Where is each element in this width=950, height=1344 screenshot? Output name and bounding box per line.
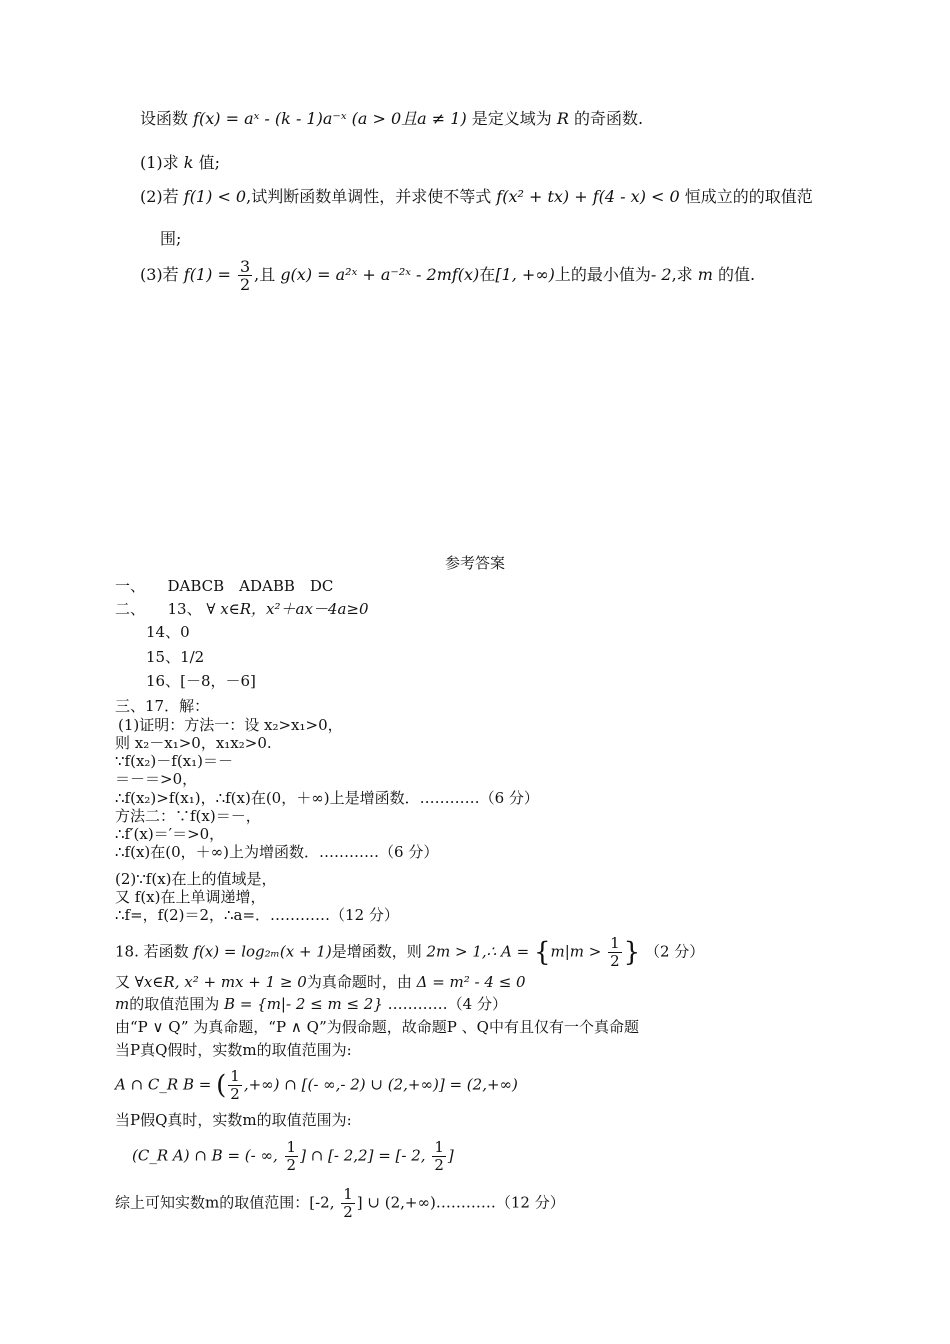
intro-suffix: 的奇函数. xyxy=(574,109,644,128)
q1-var: k xyxy=(183,153,194,172)
answer-17-line-10: 又 f(x)在上单调递增， xyxy=(115,888,266,906)
answer-18-line-8 xyxy=(132,1139,454,1174)
answer-17-line-8: ∴f(x)在(0，＋∞)上为增函数．…………（6 分） xyxy=(115,843,439,861)
a18-half-num: 1 xyxy=(610,934,620,952)
a18-9-num: 1 xyxy=(343,1185,353,1203)
answer-17-line-7: ∴f′(x)＝′＝>0， xyxy=(115,825,225,843)
a18-9-prefix: 综上可知实数m的取值范围：[-2, xyxy=(115,1193,335,1212)
q3-min: 上的最小值为 xyxy=(554,265,651,284)
answer-18-line-3 xyxy=(115,994,507,1014)
answer-17-line-1: (1)证明：方法一：设 x₂>x₁>0， xyxy=(118,716,343,734)
a18-func: f(x) = log₂ₘ(x + 1) xyxy=(193,942,332,961)
answer-18-line-2 xyxy=(115,972,526,992)
a18-3-mid: 的取值范围为 xyxy=(129,995,220,1013)
answers-title: 参考答案 xyxy=(444,554,505,572)
a18-6-left: A ∩ C_R B = xyxy=(115,1075,212,1094)
a18-3-m: m xyxy=(115,995,130,1013)
q3-end: 的值. xyxy=(718,265,756,284)
left-brace-icon: { xyxy=(533,937,551,968)
answer-14: 14、0 xyxy=(146,623,190,641)
left-paren-icon: ( xyxy=(216,1070,227,1101)
a18-8-num: 1 xyxy=(286,1138,297,1156)
question-2 xyxy=(140,184,813,210)
q3-interval: [1, +∞) xyxy=(495,265,555,284)
q3-cond-left: f(1) = xyxy=(183,265,231,284)
a18-score-1: （2 分） xyxy=(644,942,705,961)
a18-half-fraction xyxy=(608,935,622,970)
answer-18-line-4: 由“P ∨ Q” 为真命题，“P ∧ Q”为假命题，故命题P 、Q中有且仅有一个真命题 xyxy=(115,1018,639,1036)
a2-prefix: 二、 13、 xyxy=(115,600,202,618)
a2-math: ∀ x∈R，x²＋ax－4a≥0 xyxy=(206,600,369,618)
answer-18-line-5: 当P真Q假时，实数m的取值范围为: xyxy=(115,1041,352,1059)
q3-m: m xyxy=(697,265,713,284)
intro-formula: f(x) = aˣ - (k - 1)a⁻ˣ (a > 0且a ≠ 1) xyxy=(193,109,467,128)
answer-17-line-5: ∴f(x₂)>f(x₁)，∴f(x)在(0，＋∞)上是增函数．…………（6 分） xyxy=(115,789,539,807)
a18-8-den: 2 xyxy=(286,1156,297,1174)
q3-frac-num: 3 xyxy=(239,257,251,276)
intro-prefix: 设函数 xyxy=(140,109,189,128)
a18-8-num2: 1 xyxy=(434,1138,444,1156)
a18-3-score: …………（4 分） xyxy=(387,995,507,1013)
a18-6-right: ,+∞) ∩ [(- ∞,- 2) ∪ (2,+∞)] = (2,+∞) xyxy=(243,1075,518,1094)
a18-mid: 是增函数，则 xyxy=(331,942,422,961)
answer-18-line-9 xyxy=(115,1186,565,1221)
q3-fraction xyxy=(238,258,252,293)
q1-prefix: (1)求 xyxy=(140,153,179,172)
question-1 xyxy=(140,150,220,176)
answer-17-head: 三、17．解： xyxy=(115,697,210,715)
a18-2-delta: Δ = m² - 4 ≤ 0 xyxy=(416,973,526,991)
q3-ask: ,求 xyxy=(671,265,693,284)
q2-cond: f(1) < 0 xyxy=(183,187,247,206)
right-brace-icon: } xyxy=(623,937,641,968)
q3-g: g(x) = a²ˣ + a⁻²ˣ - 2mf(x) xyxy=(280,265,480,284)
a18-set-left: m|m > xyxy=(550,942,602,961)
a18-9-suffix: ] ∪ (2,+∞)…………（12 分） xyxy=(356,1193,565,1212)
answer-17-line-2: 则 x₂－x₁>0，x₁x₂>0. xyxy=(115,734,272,752)
answer-16: 16、[－8，－6] xyxy=(146,672,256,690)
q2-tail: 围; xyxy=(160,229,182,248)
a18-2-math: ∀x∈R, x² + mx + 1 ≥ 0 xyxy=(134,973,307,991)
question-2-tail xyxy=(160,226,181,252)
a18-cond: 2m > 1,∴ A = xyxy=(426,942,530,961)
answer-18-line-7: 当P假Q真时，实数m的取值范围为: xyxy=(115,1111,352,1129)
answer-18-line-6 xyxy=(115,1068,518,1103)
problem-intro xyxy=(140,106,643,132)
a18-8-den2: 2 xyxy=(434,1156,444,1174)
q2-prefix: (2)若 xyxy=(140,187,179,206)
q1-suffix: 值; xyxy=(198,153,220,172)
answer-section-1: 一、 DABCB ADABB DC xyxy=(115,577,334,595)
a18-9-den: 2 xyxy=(343,1203,353,1221)
a18-2-prefix: 又 xyxy=(115,973,131,991)
a18-3-set: B = {m|- 2 ≤ m ≤ 2} xyxy=(224,995,383,1013)
q3-frac-den: 2 xyxy=(239,275,251,294)
answer-17-line-4: ＝－＝>0， xyxy=(115,770,198,788)
answer-17-line-3: ∵f(x₂)－f(x₁)＝－ xyxy=(115,752,234,770)
answer-17-line-11: ∴f=，f(2)＝2，∴a=．…………（12 分） xyxy=(115,906,399,924)
a18-8-mid: ] ∩ [- 2,2] = [- 2, xyxy=(300,1146,426,1165)
a18-6-fraction xyxy=(228,1068,242,1103)
a18-8-end: ] xyxy=(447,1146,454,1165)
answer-18-line-1 xyxy=(115,935,704,970)
q3-prefix: (3)若 xyxy=(140,265,179,284)
answer-17-line-9: (2)∵f(x)在上的值域是， xyxy=(115,870,277,888)
q3-mid: ,且 xyxy=(254,265,276,284)
q2-suffix: 恒成立的的取值范 xyxy=(684,187,813,206)
a18-8-fraction-2 xyxy=(432,1139,446,1174)
a18-8-fraction-1 xyxy=(285,1139,299,1174)
intro-R: R xyxy=(556,109,569,128)
a18-prefix: 18. 若函数 xyxy=(115,942,189,961)
a18-6-frac-num: 1 xyxy=(230,1067,240,1085)
answer-17-line-6: 方法二：∵f(x)＝－， xyxy=(115,807,261,825)
answer-13 xyxy=(115,599,369,619)
answer-15: 15、1/2 xyxy=(146,648,205,666)
a18-6-frac-den: 2 xyxy=(230,1085,240,1103)
a18-9-fraction xyxy=(341,1186,355,1221)
a18-2-mid: 为真命题时，由 xyxy=(306,973,412,991)
q2-ineq: f(x² + tx) + f(4 - x) < 0 xyxy=(496,187,680,206)
intro-mid: 是定义域为 xyxy=(471,109,552,128)
a18-8-left: (C_R A) ∩ B = (- ∞, xyxy=(132,1146,278,1165)
q3-minval: - 2 xyxy=(650,265,672,284)
question-3 xyxy=(140,258,755,293)
q2-mid: ,试判断函数单调性，并求使不等式 xyxy=(246,187,492,206)
q3-on: 在 xyxy=(479,265,496,284)
a18-half-den: 2 xyxy=(610,952,620,970)
